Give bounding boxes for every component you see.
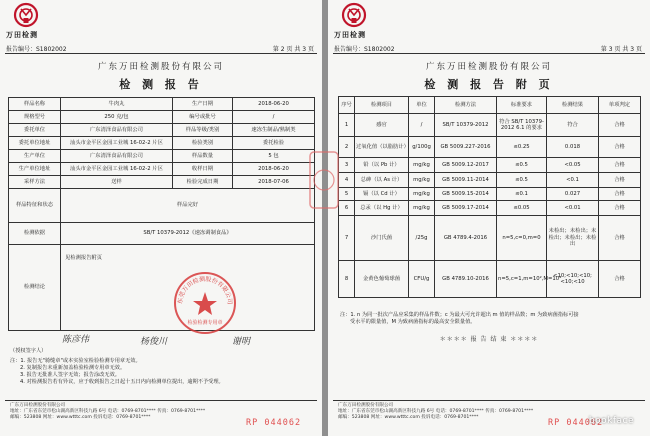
- column-header: 单位: [409, 97, 435, 114]
- field-label: 编号或批号: [173, 111, 233, 124]
- test-result: 符合: [547, 114, 599, 137]
- table-row: [9, 137, 315, 150]
- seal-subtext: 检验检测专用章: [187, 320, 223, 326]
- footer-rule: [5, 400, 317, 401]
- footer-line: 邮编：523808 网址：www.wtttc.com 投诉电话：0769-8701****: [10, 415, 151, 420]
- unit: mg/kg: [409, 173, 435, 188]
- report-page-2: [328, 0, 650, 436]
- column-header: 检测方法: [435, 97, 497, 114]
- wantian-logo-icon: [13, 2, 39, 28]
- test-result: 未检出；未检出；未检出；未检出；未检出: [547, 216, 599, 261]
- note-line: 受水平的限量值，M 为致病菌指标的最高安全限量值。: [350, 319, 476, 325]
- authorized-label: （授权签字人）: [10, 348, 47, 354]
- field-value: 2018-06-20: [233, 163, 315, 176]
- results-table: [338, 96, 641, 298]
- row-number: 8: [339, 261, 355, 298]
- note-line: 4. 对检测报告若有异议，应于收到报告之日起十五日内向检测单位提出，逾期不予受理。: [20, 379, 224, 385]
- header-rule: [333, 53, 645, 54]
- table-row: [339, 173, 641, 188]
- seal-text: 东莞万田检测股份有限公司: [176, 275, 234, 305]
- test-item: 感官: [355, 114, 409, 137]
- judgement: 合格: [599, 173, 641, 188]
- field-value: /: [233, 111, 315, 124]
- row-number: 4: [339, 173, 355, 188]
- field-label: 生产单位: [9, 150, 61, 163]
- signature-prepared: 陈彦伟: [62, 335, 90, 345]
- test-item: 沙门氏菌: [355, 216, 409, 261]
- page-indicator: 第 3 页 共 3 页: [600, 46, 642, 53]
- field-label: 生产单位地址: [9, 163, 61, 176]
- test-method: GB 5009.17-2014: [435, 201, 497, 216]
- field-value: 牛肉丸: [61, 98, 173, 111]
- field-value: 5 包: [233, 150, 315, 163]
- field-value: 2018-07-06: [233, 176, 315, 189]
- standard-requirement: ≤0.5: [497, 158, 547, 173]
- footer-line: 地址：广东省东莞市松山湖高新区科技九路 6号 电话：0769-8701**** 传真：0769-8701****: [338, 409, 534, 414]
- row-number: 6: [339, 201, 355, 216]
- test-result: <0.05: [547, 158, 599, 173]
- test-result: <0.01: [547, 201, 599, 216]
- field-label: 样品数量: [173, 150, 233, 163]
- notes-block: [10, 358, 310, 386]
- judgement: 合格: [599, 188, 641, 201]
- footer: [10, 403, 205, 421]
- table-header-row: [339, 97, 641, 114]
- judgement: 合格: [599, 114, 641, 137]
- field-label: 规格型号: [9, 111, 61, 124]
- test-result: 0.027: [547, 188, 599, 201]
- footer-line: 邮编：523808 网址：www.wtttc.com 投诉电话：0769-8701****: [338, 415, 479, 420]
- unit: /25g: [409, 216, 435, 261]
- row-number: 1: [339, 114, 355, 137]
- field-label: 生产日期: [173, 98, 233, 111]
- brand-name: 万田检测: [334, 31, 366, 39]
- unit: mg/kg: [409, 201, 435, 216]
- field-label: 检验类别: [173, 137, 233, 150]
- official-seal-icon: [172, 270, 238, 336]
- test-method: GB 5009.227-2016: [435, 137, 497, 158]
- column-header: 单项判定: [599, 97, 641, 114]
- note-line: 3. 报告无批准人签字无效；报告涂改无效。: [20, 372, 120, 378]
- field-value: 送样: [61, 176, 173, 189]
- notes-block: [340, 312, 640, 326]
- signature-approved: 谢明: [232, 337, 251, 347]
- table-row: [9, 111, 315, 124]
- table-row: [339, 216, 641, 261]
- test-result: 0.018: [547, 137, 599, 158]
- field-value: 广东清泽食品有限公司: [61, 124, 173, 137]
- judgement: 合格: [599, 216, 641, 261]
- table-row: [9, 124, 315, 137]
- column-header: 检测结果: [547, 97, 599, 114]
- signature-reviewed: 杨俊川: [140, 337, 168, 347]
- judgement: 合格: [599, 158, 641, 173]
- note-line: 2. 复制报告未重新加盖检验检测专用章无效。: [20, 365, 126, 371]
- standard-requirement: ≤0.5: [497, 173, 547, 188]
- field-label: 收样日期: [173, 163, 233, 176]
- field-label: 样品名称: [9, 98, 61, 111]
- page-indicator: 第 2 页 共 3 页: [272, 46, 314, 53]
- serial-number: RP 044062: [246, 418, 302, 428]
- conclusion-label: 检测结论: [9, 245, 61, 331]
- table-row: [9, 189, 315, 223]
- serial-number: RP 044062: [548, 418, 604, 428]
- field-label: 样品等级/类别: [173, 124, 233, 137]
- brand-name: 万田检测: [6, 31, 38, 39]
- test-method: GB 5009.11-2014: [435, 173, 497, 188]
- report-number: 报告编号：S1802002: [6, 46, 67, 53]
- standard-requirement: ≤0.05: [497, 201, 547, 216]
- standard-requirement: 符合 SB/T 10379-2012 6.1 的要求: [497, 114, 547, 137]
- test-method: SB/T 10379-2012: [435, 114, 497, 137]
- field-value: 速冻生制品/熟制类: [233, 124, 315, 137]
- basis-label: 检测依据: [9, 223, 61, 245]
- unit: mg/kg: [409, 188, 435, 201]
- field-label: 检验完成日期: [173, 176, 233, 189]
- table-row: [339, 201, 641, 216]
- test-item: 铅（以 Pb 计）: [355, 158, 409, 173]
- test-method: GB 5009.15-2014: [435, 188, 497, 201]
- unit: mg/kg: [409, 158, 435, 173]
- table-row: [9, 223, 315, 245]
- sample-state-label: 样品特征和状态: [9, 189, 61, 223]
- row-number: 2: [339, 137, 355, 158]
- table-row: [339, 188, 641, 201]
- field-value: 250 克/包: [61, 111, 173, 124]
- field-value: 广东清泽食品有限公司: [61, 150, 173, 163]
- table-row: [9, 245, 315, 331]
- wantian-logo-icon: [341, 2, 367, 28]
- company-name: 广东万田检测股份有限公司: [97, 62, 224, 72]
- basis-value: SB/T 10379-2012《速冻调制食品》: [61, 223, 315, 245]
- test-method: GB 4789.4-2016: [435, 216, 497, 261]
- judgement: 合格: [599, 137, 641, 158]
- row-number: 3: [339, 158, 355, 173]
- standard-requirement: ≤0.25: [497, 137, 547, 158]
- report-page-1: [0, 0, 322, 436]
- company-name: 广东万田检测股份有限公司: [425, 62, 552, 72]
- standard-requirement: n=5,c=0,m=0: [497, 216, 547, 261]
- table-row: [9, 176, 315, 189]
- test-result: <10;<10;<10;<10;<10: [547, 261, 599, 298]
- header-rule: [5, 53, 317, 54]
- table-row: [9, 150, 315, 163]
- column-header: 检测项目: [355, 97, 409, 114]
- footer-line: 地址：广东省东莞市松山湖高新区科技九路 6号 电话：0769-8701**** 传真：0769-8701****: [10, 409, 206, 414]
- sample-info-table: [8, 97, 315, 331]
- table-row: [339, 261, 641, 298]
- footer: [338, 403, 533, 421]
- footer-line: 广东万田检测股份有限公司: [10, 403, 66, 408]
- field-label: 委托单位地址: [9, 137, 61, 150]
- field-label: 委托单位: [9, 124, 61, 137]
- judgement: 合格: [599, 201, 641, 216]
- unit: CFU/g: [409, 261, 435, 298]
- field-value: 委托检验: [233, 137, 315, 150]
- row-number: 5: [339, 188, 355, 201]
- test-item: 过氧化值（以脂肪计）: [355, 137, 409, 158]
- standard-requirement: n=5,c=1,m=10²,M=10⁴: [497, 261, 547, 298]
- test-item: 总汞（以 Hg 计）: [355, 201, 409, 216]
- unit: g/100g: [409, 137, 435, 158]
- note-line: 注：1. n 为同一批次产品应采集的样品件数；c 为最大可允许超出 m 值的样品数；m 为致病菌指标可接: [340, 312, 579, 318]
- note-line: 注：1. 报告无"骑缝章"或本实验室检验检测专用章无效。: [10, 358, 141, 364]
- page-title: 检 测 报 告: [119, 78, 203, 91]
- test-result: <0.1: [547, 173, 599, 188]
- field-value: 汕头市金平区金园工业城 16-02-2 片区: [61, 137, 173, 150]
- table-row: [339, 158, 641, 173]
- test-method: GB 4789.10-2016: [435, 261, 497, 298]
- test-method: GB 5009.12-2017: [435, 158, 497, 173]
- sample-state-value: 样品完好: [61, 189, 315, 223]
- footer-rule: [333, 400, 645, 401]
- judgement: 合格: [599, 261, 641, 298]
- test-item: 金黄色葡萄球菌: [355, 261, 409, 298]
- field-value: 2018-06-20: [233, 98, 315, 111]
- seam-seal-icon: [306, 150, 342, 210]
- standard-requirement: ≤0.1: [497, 188, 547, 201]
- table-row: [9, 163, 315, 176]
- conclusion-value: 见检测报告附页: [61, 245, 315, 331]
- field-value: 汕头市金平区金园工业城 16-02-2 片区: [61, 163, 173, 176]
- unit: /: [409, 114, 435, 137]
- column-header: 标准要求: [497, 97, 547, 114]
- table-row: [339, 114, 641, 137]
- field-label: 采样方法: [9, 176, 61, 189]
- page-title: 检 测 报 告 附 页: [424, 78, 554, 91]
- footer-line: 广东万田检测股份有限公司: [338, 403, 394, 408]
- test-item: 镉（以 Cd 计）: [355, 188, 409, 201]
- table-row: [9, 98, 315, 111]
- test-item: 总砷（以 As 计）: [355, 173, 409, 188]
- column-header: 序号: [339, 97, 355, 114]
- row-number: 7: [339, 216, 355, 261]
- watermark: bookface: [588, 416, 634, 426]
- table-row: [339, 137, 641, 158]
- report-number: 报告编号：S1802002: [334, 46, 395, 53]
- end-of-report: ＊＊＊＊ 报 告 结 束 ＊＊＊＊: [439, 336, 539, 343]
